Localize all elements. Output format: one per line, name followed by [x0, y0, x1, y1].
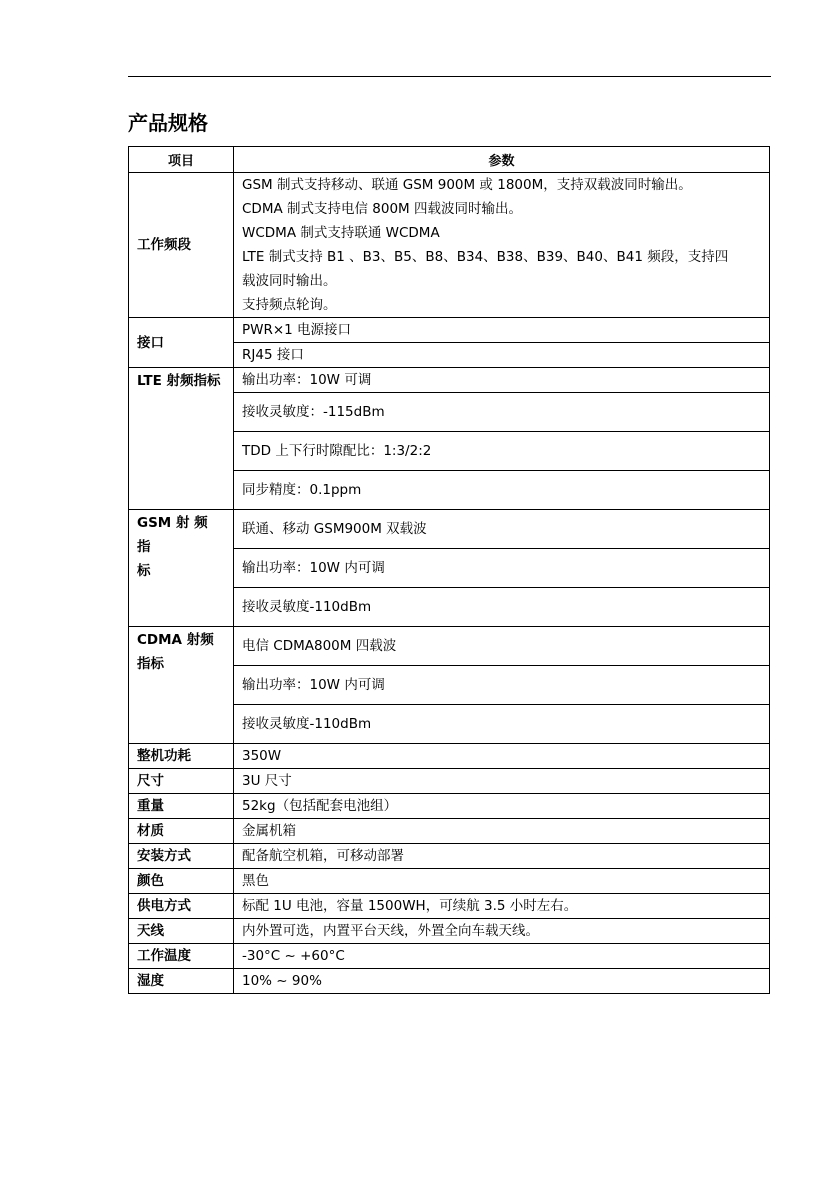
table-row	[129, 944, 770, 969]
cdma-label-line: CDMA 射频	[137, 632, 214, 648]
lte-value: 接收灵敏度：-115dBm	[234, 393, 770, 432]
table-row-interface	[129, 318, 770, 343]
spec-label: 天线	[129, 919, 234, 944]
gsm-label-line: GSM 射 频 指	[137, 515, 208, 555]
cdma-label	[129, 627, 234, 744]
spec-value: 黑色	[234, 869, 770, 894]
interface-value: PWR×1 电源接口	[234, 318, 770, 343]
spec-value: 10% ~ 90%	[234, 969, 770, 994]
frequency-line: LTE 制式支持 B1 、B3、B5、B8、B34、B38、B39、B40、B41 频段，支持四	[242, 249, 729, 265]
frequency-line: 支持频点轮询。	[242, 297, 337, 313]
table-row	[129, 744, 770, 769]
spec-table	[128, 146, 770, 994]
cdma-value: 输出功率：10W 内可调	[234, 666, 770, 705]
table-row	[129, 894, 770, 919]
frequency-value	[234, 173, 770, 318]
table-row	[129, 844, 770, 869]
frequency-label: 工作频段	[129, 173, 234, 318]
spec-label: 安装方式	[129, 844, 234, 869]
spec-value: 内外置可选，内置平台天线，外置全向车载天线。	[234, 919, 770, 944]
gsm-value: 接收灵敏度-110dBm	[234, 588, 770, 627]
spec-label: 材质	[129, 819, 234, 844]
table-row-cdma	[129, 627, 770, 666]
lte-label: LTE 射频指标	[129, 368, 234, 510]
interface-label: 接口	[129, 318, 234, 368]
interface-value: RJ45 接口	[234, 343, 770, 368]
header-rule	[128, 76, 771, 77]
spec-value: 配备航空机箱，可移动部署	[234, 844, 770, 869]
table-row	[129, 794, 770, 819]
table-row	[129, 969, 770, 994]
table-row	[129, 919, 770, 944]
frequency-line: GSM 制式支持移动、联通 GSM 900M 或 1800M，支持双载波同时输出。	[242, 177, 692, 193]
cdma-label-line: 指标	[137, 656, 164, 672]
spec-value: 标配 1U 电池，容量 1500WH，可续航 3.5 小时左右。	[234, 894, 770, 919]
spec-label: 供电方式	[129, 894, 234, 919]
cdma-value: 电信 CDMA800M 四载波	[234, 627, 770, 666]
frequency-line: 载波同时输出。	[242, 273, 337, 289]
spec-label: 尺寸	[129, 769, 234, 794]
spec-label: 颜色	[129, 869, 234, 894]
table-row	[129, 819, 770, 844]
spec-value: 金属机箱	[234, 819, 770, 844]
table-row-frequency	[129, 173, 770, 318]
spec-value: 350W	[234, 744, 770, 769]
lte-value: 同步精度：0.1ppm	[234, 471, 770, 510]
spec-value: 52kg（包括配套电池组）	[234, 794, 770, 819]
spec-value: 3U 尺寸	[234, 769, 770, 794]
spec-value: -30°C ~ +60°C	[234, 944, 770, 969]
table-row-lte	[129, 368, 770, 393]
table-row	[129, 869, 770, 894]
spec-label: 重量	[129, 794, 234, 819]
lte-value: 输出功率：10W 可调	[234, 368, 770, 393]
gsm-label-line: 标	[137, 563, 151, 579]
header-item: 项目	[129, 147, 234, 173]
spec-label: 湿度	[129, 969, 234, 994]
cdma-value: 接收灵敏度-110dBm	[234, 705, 770, 744]
frequency-line: WCDMA 制式支持联通 WCDMA	[242, 225, 440, 241]
gsm-value: 联通、移动 GSM900M 双载波	[234, 510, 770, 549]
spec-label: 工作温度	[129, 944, 234, 969]
page-title: 产品规格	[128, 111, 208, 135]
table-row-gsm	[129, 510, 770, 549]
gsm-value: 输出功率：10W 内可调	[234, 549, 770, 588]
frequency-line: CDMA 制式支持电信 800M 四载波同时输出。	[242, 201, 522, 217]
spec-label: 整机功耗	[129, 744, 234, 769]
lte-value: TDD 上下行时隙配比：1:3/2:2	[234, 432, 770, 471]
gsm-label	[129, 510, 234, 627]
table-header-row	[129, 147, 770, 173]
table-row	[129, 769, 770, 794]
header-param: 参数	[234, 147, 770, 173]
